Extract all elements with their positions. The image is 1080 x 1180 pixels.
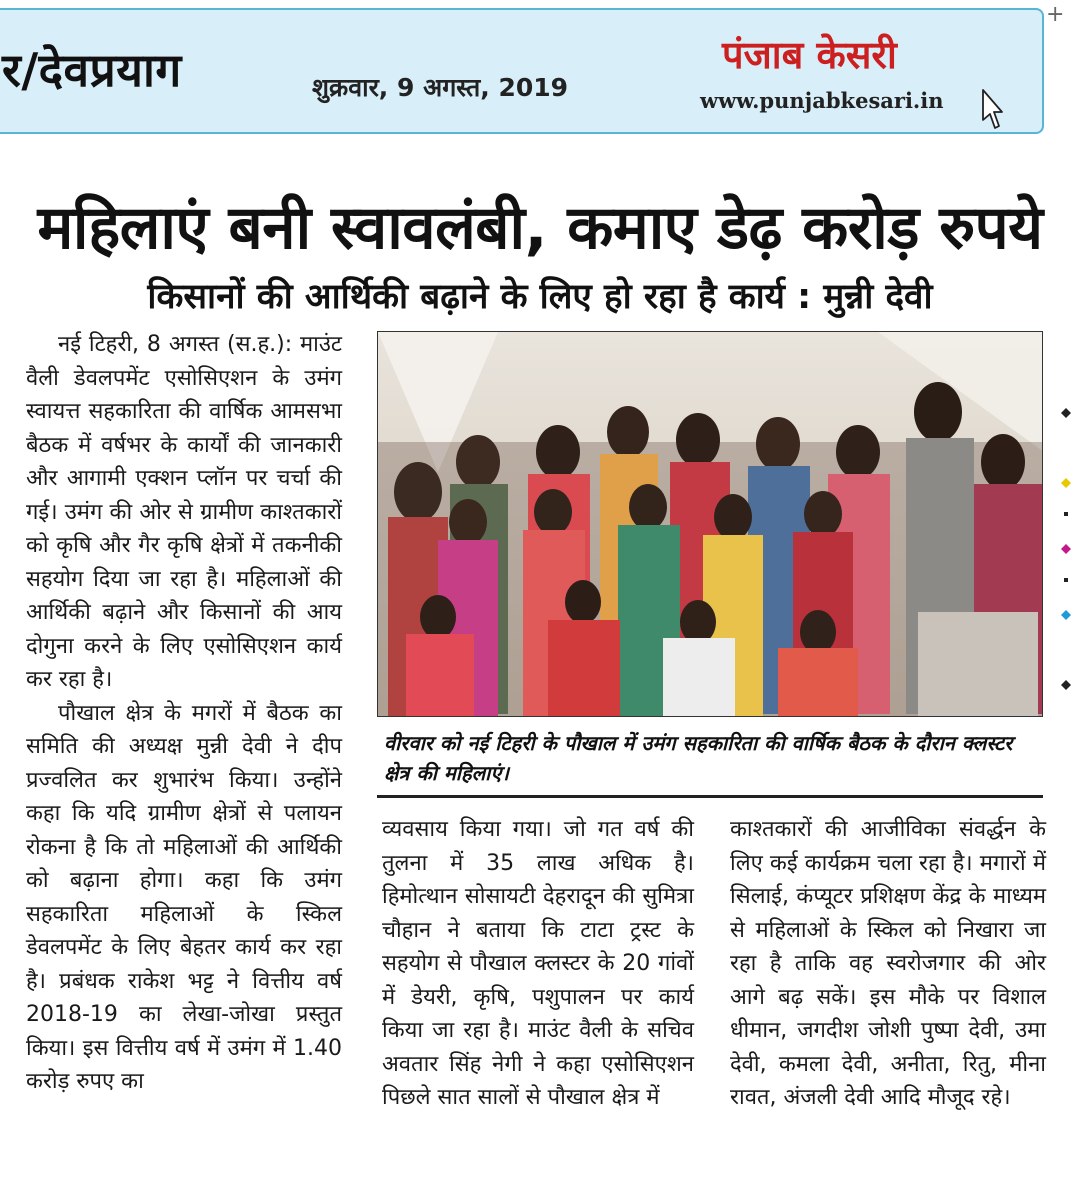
article-subheadline: किसानों की आर्थिकी बढ़ाने के लिए हो रहा है कार्य : मुन्नी देवी	[147, 277, 933, 317]
registration-marks	[1058, 400, 1074, 700]
article-column-middle	[382, 813, 694, 1115]
photo-caption: वीरवार को नई टिहरी के पौखाल में उमंग सहकारिता की वार्षिक बैठक के दौरान क्लस्टर क्षेत्र की महिलाएं।	[384, 731, 1013, 785]
group-photo	[377, 331, 1043, 717]
plus-icon: +	[1046, 2, 1065, 27]
article-column-left	[26, 328, 342, 1099]
article-headline: महिलाएं बनी स्वावलंबी, कमाए डेढ़ करोड़ रुपये	[37, 193, 1043, 263]
issue-date: शुक्रवार, 9 अगस्त, 2019	[312, 73, 569, 102]
section-title: र/देवप्रयाग	[2, 43, 182, 97]
paragraph-3: व्यवसाय किया गया। जो गत वर्ष की तुलना में 35 लाख अधिक है। हिमोत्थान सोसायटी देहरादून की सुमित्रा चौहान ने बताया कि टाटा ट्रस्ट के सहयोग से पौखाल क्लस्टर के 20 गांवों में डेयरी, कृषि, पशुपालन पर कार्य किया जा रहा है। माउंट वैली के सचिव अवतार सिंह नेगी ने कहा एसोसिएशन पिछले सात सालों से पौखाल क्षेत्र में	[382, 817, 694, 1110]
group-photo-illustration	[378, 332, 1043, 717]
website-link[interactable]: www.punjabkesari.in	[700, 88, 944, 113]
paragraph-2: पौखाल क्षेत्र के मगरों में बैठक का समिति की अध्यक्ष मुन्नी देवी ने दीप प्रज्वलित कर शुभारंभ किया। उन्होंने कहा कि यदि ग्रामीण क्षेत्रों से पलायन रोकना है कि तो महिलाओं की आर्थिकी को बढ़ाना होगा। कहा कि उमंग सहकारिता महिलाओं के स्किल डेवलपमेंट के लिए बेहतर कार्य कर रहा है। प्रबंधक राकेश भट्ट ने वित्तीय वर्ष 2018-19 का लेखा-जोखा प्रस्तुत किया। इस वित्तीय वर्ष में उमंग में 1.40 करोड़ रुपए का	[26, 700, 342, 1094]
cursor-arrow-icon	[980, 88, 1004, 132]
masthead-logo: पंजाब केसरी	[722, 32, 897, 77]
paragraph-4: काश्तकारों की आजीविका संवर्द्धन के लिए कई कार्यक्रम चला रहा है। मगारों में सिलाई, कंप्यूटर प्रशिक्षण केंद्र के माध्यम से महिलाओं के स्किल को निखारा जा रहा है ताकि वह स्वरोजगार की ओर आगे बढ़ सकें। इस मौके पर विशाल धीमान, जगदीश जोशी पुष्पा देवी, उमा देवी, कमला देवी, अनीता, रितु, मीना रावत, अंजली देवी आदि मौजूद रहे।	[730, 817, 1046, 1110]
article-column-right	[730, 813, 1046, 1115]
paragraph-1: नई टिहरी, 8 अगस्त (स.ह.): माउंट वैली डेवलपमेंट एसोसिएशन के उमंग स्वायत्त सहकारिता की वार्षिक आमसभा बैठक में वर्षभर के कार्यों की जानकारी और आगामी एक्शन प्लॉन पर चर्चा की गई। उमंग की ओर से ग्रामीण काश्तकारों को कृषि और गैर कृषि क्षेत्रों में तकनीकी सहयोग दिया जा रहा है। महिलाओं की आर्थिकी बढ़ाने और किसानों की आय दोगुना करने के लिए एसोसिएशन कार्य कर रहा है।	[26, 332, 342, 692]
divider-rule	[377, 795, 1043, 798]
